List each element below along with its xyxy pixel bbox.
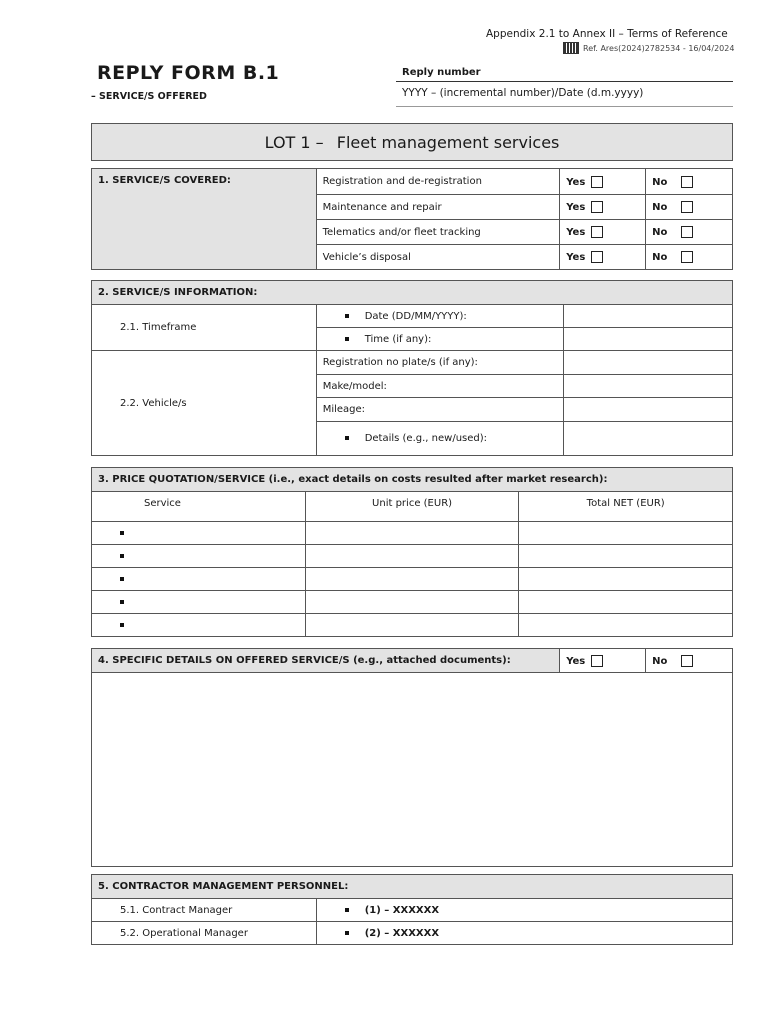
make-input[interactable] (564, 375, 733, 398)
service-cell[interactable] (92, 614, 306, 637)
yes-option[interactable] (560, 169, 646, 195)
bullet-icon (345, 436, 349, 440)
details-input[interactable] (564, 422, 733, 456)
details-label-text: Details (e.g., new/used): (364, 433, 488, 444)
form-subtitle: – SERVICE/S OFFERED (91, 91, 207, 102)
total-net-column-header: Total NET (EUR) (519, 492, 733, 522)
table-row (92, 568, 733, 591)
section-5-title: 5. CONTRACTOR MANAGEMENT PERSONNEL: (92, 875, 733, 899)
table-row (92, 522, 733, 545)
lot-title (92, 124, 733, 161)
divider (396, 106, 733, 107)
section-services-covered (91, 168, 733, 270)
yes-label: Yes (566, 252, 586, 263)
no-option[interactable] (646, 195, 733, 220)
table-row (92, 545, 733, 568)
total-cell[interactable] (519, 545, 733, 568)
personnel-role-label: 5.1. Contract Manager (92, 899, 317, 922)
lot-name: Fleet management services (336, 132, 560, 152)
mileage-label: Mileage: (316, 398, 564, 422)
section-2-title: 2. SERVICE/S INFORMATION: (92, 281, 733, 305)
table-row (92, 899, 733, 922)
mileage-input[interactable] (564, 398, 733, 422)
lot-title-box (91, 123, 733, 161)
checkbox-no-maintenance[interactable] (681, 201, 693, 213)
section-3-title: 3. PRICE QUOTATION/SERVICE (i.e., exact details on costs resulted after market research): (92, 468, 733, 492)
yes-label: Yes (566, 202, 586, 213)
plate-input[interactable] (564, 351, 733, 375)
total-cell[interactable] (519, 591, 733, 614)
checkbox-no-details[interactable] (681, 655, 693, 667)
no-label: No (652, 227, 668, 238)
section-service-information (91, 280, 733, 456)
bullet-icon (345, 337, 349, 341)
service-option-label: Telematics and/or fleet tracking (316, 220, 560, 245)
section-price-quotation (91, 467, 733, 637)
make-label: Make/model: (316, 375, 564, 398)
table-row (92, 922, 733, 945)
total-cell[interactable] (519, 614, 733, 637)
unit-price-cell[interactable] (305, 522, 519, 545)
personnel-value-text: (2) – XXXXXX (364, 927, 440, 939)
bullet-icon (345, 908, 349, 912)
time-input[interactable] (564, 328, 733, 351)
no-label: No (652, 202, 668, 213)
unit-price-cell[interactable] (305, 545, 519, 568)
checkbox-yes-registration[interactable] (591, 176, 603, 188)
no-label: No (652, 176, 668, 188)
table-row (92, 591, 733, 614)
no-option[interactable] (646, 220, 733, 245)
yes-label: Yes (566, 655, 586, 667)
bullet-icon (120, 554, 124, 558)
checkbox-no-registration[interactable] (681, 176, 693, 188)
personnel-role-label: 5.2. Operational Manager (92, 922, 317, 945)
reply-number-field[interactable]: YYYY – (incremental number)/Date (d.m.yyyy) (402, 87, 644, 99)
yes-option[interactable] (560, 220, 646, 245)
plate-label: Registration no plate/s (if any): (316, 351, 564, 375)
bullet-icon (120, 600, 124, 604)
section-specific-details (91, 648, 733, 867)
table-row (92, 614, 733, 637)
vehicle-label: 2.2. Vehicle/s (92, 351, 317, 456)
ares-reference (563, 42, 734, 54)
yes-label: Yes (566, 227, 586, 238)
no-option[interactable] (646, 649, 733, 673)
checkbox-yes-maintenance[interactable] (591, 201, 603, 213)
time-label-text: Time (if any): (364, 333, 432, 345)
date-label (316, 305, 564, 328)
no-option[interactable] (646, 245, 733, 270)
personnel-value-text: (1) – XXXXXX (364, 904, 440, 916)
section-4-title: 4. SPECIFIC DETAILS ON OFFERED SERVICE/S (e.g., attached documents): (92, 649, 560, 673)
no-label: No (652, 252, 668, 263)
checkbox-yes-disposal[interactable] (591, 251, 603, 263)
service-cell[interactable] (92, 522, 306, 545)
service-column-header: Service (92, 492, 306, 522)
bullet-icon (120, 623, 124, 627)
reply-number-label: Reply number (402, 67, 481, 78)
yes-option[interactable] (560, 649, 646, 673)
section-contractor-personnel (91, 874, 733, 945)
time-label (316, 328, 564, 351)
details-textarea[interactable] (92, 673, 733, 867)
no-label: No (652, 655, 668, 667)
service-option-label: Registration and de-registration (316, 169, 560, 195)
divider (396, 81, 733, 82)
bullet-icon (120, 577, 124, 581)
bullet-icon (120, 531, 124, 535)
service-option-label: Maintenance and repair (316, 195, 560, 220)
checkbox-yes-details[interactable] (591, 655, 603, 667)
bullet-icon (345, 314, 349, 318)
service-cell[interactable] (92, 568, 306, 591)
unit-price-column-header: Unit price (EUR) (305, 492, 519, 522)
lot-prefix: LOT 1 – (264, 132, 324, 152)
service-cell[interactable] (92, 545, 306, 568)
date-label-text: Date (DD/MM/YYYY): (364, 310, 467, 322)
date-input[interactable] (564, 305, 733, 328)
details-label (316, 422, 564, 456)
barcode-icon (563, 42, 579, 54)
checkbox-no-telematics[interactable] (681, 226, 693, 238)
total-cell[interactable] (519, 522, 733, 545)
ares-reference-text: Ref. Ares(2024)2782534 - 16/04/2024 (583, 43, 735, 53)
checkbox-yes-telematics[interactable] (591, 226, 603, 238)
checkbox-no-disposal[interactable] (681, 251, 693, 263)
personnel-value[interactable] (316, 899, 732, 922)
yes-option[interactable] (560, 195, 646, 220)
service-cell[interactable] (92, 591, 306, 614)
yes-option[interactable] (560, 245, 646, 270)
personnel-value[interactable] (316, 922, 732, 945)
total-cell[interactable] (519, 568, 733, 591)
bullet-icon (345, 931, 349, 935)
no-option[interactable] (646, 169, 733, 195)
unit-price-cell[interactable] (305, 614, 519, 637)
unit-price-cell[interactable] (305, 568, 519, 591)
yes-label: Yes (566, 176, 586, 188)
service-option-label: Vehicle’s disposal (316, 245, 560, 270)
appendix-reference: Appendix 2.1 to Annex II – Terms of Reference (486, 28, 728, 40)
unit-price-cell[interactable] (305, 591, 519, 614)
section-1-title: 1. SERVICE/S COVERED: (92, 169, 317, 270)
timeframe-label: 2.1. Timeframe (92, 305, 317, 351)
form-title: REPLY FORM B.1 (97, 62, 280, 84)
